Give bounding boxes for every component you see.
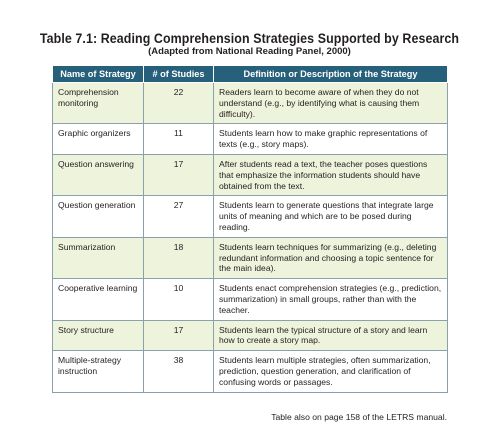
study-count: 18 — [144, 237, 214, 278]
table-title: Table 7.1: Reading Comprehension Strategies Supported by Research — [39, 31, 460, 46]
strategy-name: Multiple-strategy instruction — [53, 351, 144, 392]
table-row — [53, 154, 448, 195]
header-studies: # of Studies — [144, 66, 214, 83]
strategy-definition: Students learn to generate questions that integrate large units of meaning and which are to be posed during reading. — [214, 196, 448, 237]
strategy-name: Summarization — [53, 237, 144, 278]
table-row — [53, 83, 448, 124]
strategy-name: Graphic organizers — [53, 124, 144, 155]
strategy-name: Story structure — [53, 320, 144, 351]
table-row — [53, 351, 448, 392]
study-count: 10 — [144, 279, 214, 320]
study-count: 38 — [144, 351, 214, 392]
strategy-name: Question answering — [53, 154, 144, 195]
table-row — [53, 196, 448, 237]
strategy-definition: Students learn the typical structure of a story and learn how to create a story map. — [214, 320, 448, 351]
strategies-table — [52, 65, 448, 393]
table-row — [53, 237, 448, 278]
strategy-definition: Students enact comprehension strategies (e.g., prediction, summarization) in small groups, rather than with the teacher. — [214, 279, 448, 320]
study-count: 22 — [144, 83, 214, 124]
table-row — [53, 320, 448, 351]
study-count: 17 — [144, 154, 214, 195]
header-row — [53, 66, 448, 83]
header-name: Name of Strategy — [53, 66, 144, 83]
header-definition: Definition or Description of the Strategy — [214, 66, 448, 83]
study-count: 17 — [144, 320, 214, 351]
study-count: 27 — [144, 196, 214, 237]
strategy-name: Comprehension monitoring — [53, 83, 144, 124]
strategy-name: Cooperative learning — [53, 279, 144, 320]
strategy-definition: Students learn multiple strategies, often summarization, prediction, question generation, and clarification of confusing words or passages. — [214, 351, 448, 392]
table-footnote: Table also on page 158 of the LETRS manual. — [271, 412, 447, 422]
strategy-definition: Readers learn to become aware of when they do not understand (e.g., by identifying what is causing them difficulty). — [214, 83, 448, 124]
strategy-name: Question generation — [53, 196, 144, 237]
table-row — [53, 124, 448, 155]
table-subtitle: (Adapted from National Reading Panel, 2000) — [148, 46, 351, 57]
strategy-definition: Students learn techniques for summarizing (e.g., deleting redundant information and choosing a topic sentence for the main idea). — [214, 237, 448, 278]
study-count: 11 — [144, 124, 214, 155]
strategy-definition: After students read a text, the teacher poses questions that emphasize the information students should have obtained from the text. — [214, 154, 448, 195]
table-row — [53, 279, 448, 320]
strategy-definition: Students learn how to make graphic representations of texts (e.g., story maps). — [214, 124, 448, 155]
